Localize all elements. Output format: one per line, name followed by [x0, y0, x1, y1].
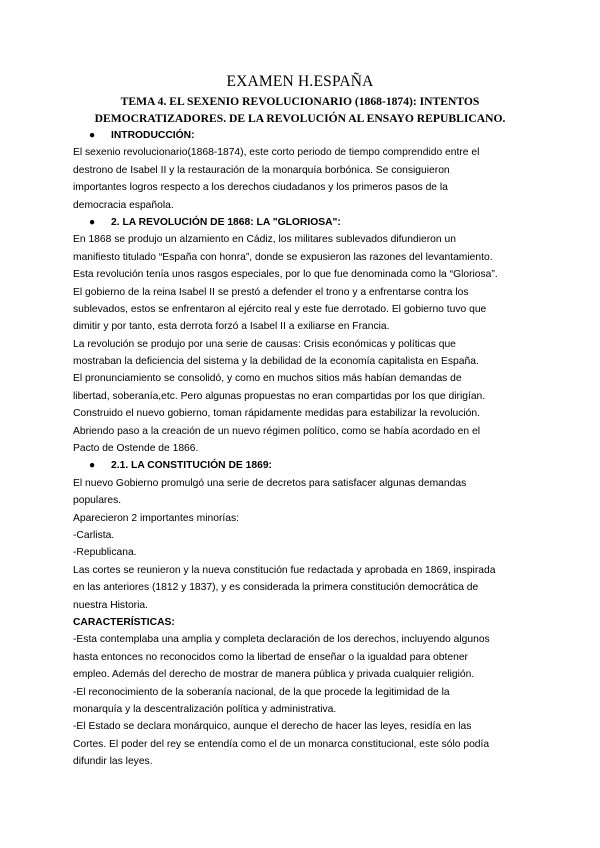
- paragraph-line: mostraban la deficiencia del sistema y la debilidad de la economía capitalista en España.: [73, 356, 479, 368]
- paragraph-line: Las cortes se reunieron y la nueva constitución fue redactada y aprobada en 1869, inspirada: [73, 564, 496, 576]
- paragraph-line: manifiesto titulado “España con honra”, donde se expusieron las razones del levantamiento.: [73, 251, 493, 263]
- exam-title: EXAMEN H.ESPAÑA: [226, 73, 374, 90]
- bullet-icon: ●: [89, 216, 96, 228]
- paragraph-line: -Republicana.: [73, 547, 137, 559]
- heading-text: 2. LA REVOLUCIÓN DE 1868: LA "GLORIOSA":: [111, 216, 341, 228]
- paragraph-line: La revolución se produjo por una serie de causas: Crisis económicas y políticas que: [73, 338, 456, 350]
- feature-line: empleo. Además del derecho de mostrar de manera pública y privada cualquier religión.: [73, 669, 475, 681]
- feature-line: hasta entonces no reconocidos como la libertad de enseñar o la igualdad para obtener: [73, 651, 468, 663]
- section-heading-constitucion: [73, 457, 533, 474]
- paragraph-line: El gobierno de la reina Isabel II se prestó a defender el trono y a enfrentarse contra los: [73, 286, 469, 298]
- paragraph-line: Abriendo paso a la creación de un nuevo régimen político, como se había acordado en el: [73, 425, 480, 437]
- subtitle-line: TEMA 4. EL SEXENIO REVOLUCIONARIO (1868-1874): INTENTOS: [120, 95, 480, 108]
- feature-line: monarquía y la descentralización política y administrativa.: [73, 703, 337, 715]
- heading-text: 2.1. LA CONSTITUCIÓN DE 1869:: [111, 460, 272, 472]
- section-heading-revolucion: [73, 214, 533, 231]
- heading-text: INTRODUCCIÓN:: [111, 130, 195, 141]
- paragraph-line: democracia española.: [73, 199, 174, 211]
- paragraph-line: importantes logros respecto a los derechos ciudadanos y los primeros pasos de la: [73, 182, 448, 194]
- paragraph-line: En 1868 se produjo un alzamiento en Cádiz, los militares sublevados difundieron un: [73, 234, 456, 246]
- paragraph-line: populares.: [73, 495, 122, 507]
- paragraph-line: en las anteriores (1812 y 1837), y es considerada la primera constitución democrática de: [73, 582, 479, 594]
- feature-line: difundir las leyes.: [73, 756, 153, 768]
- bullet-icon: ●: [89, 460, 96, 472]
- paragraph-line: Esta revolución tenía unos rasgos especiales, por lo que fue denominada como la “Gloriosa”.: [73, 269, 498, 281]
- subtitle-line: DEMOCRATIZADORES. DE LA REVOLUCIÓN AL ENSAYO REPUBLICANO.: [94, 112, 506, 125]
- paragraph-line: nuestra Historia.: [73, 599, 148, 611]
- paragraph-line: destrono de Isabel II y la restauración de la monarquía borbónica. Se consiguieron: [73, 164, 450, 176]
- paragraph-line: sublevados, estos se enfrentaron al ejército real y este fue derrotado. El gobierno tuvo que: [73, 303, 487, 315]
- feature-line: -Esta contemplaba una amplia y completa declaración de los derechos, incluyendo algunos: [73, 634, 490, 646]
- topic-subtitle: [0, 93, 600, 127]
- feature-line: -El reconocimiento de la soberanía nacional, de la que procede la legitimidad de la: [73, 686, 450, 698]
- paragraph-line: El sexenio revolucionario(1868-1874), este corto periodo de tiempo comprendido entre el: [73, 147, 480, 159]
- characteristics-heading: CARACTERÍSTICAS:: [73, 616, 175, 628]
- feature-line: Cortes. El poder del rey se entendía como el de un monarca constitucional, este sólo podía: [73, 738, 490, 750]
- bullet-icon: ●: [89, 130, 96, 141]
- section-heading-introduccion: [73, 127, 533, 144]
- paragraph-line: dimitir y por tanto, esta derrota forzó a Isabel II a exiliarse en Francia.: [73, 321, 390, 333]
- paragraph-line: Construido el nuevo gobierno, toman rápidamente medidas para estabilizar la revolución.: [73, 408, 480, 420]
- paragraph-line: Pacto de Ostende de 1866.: [73, 443, 199, 455]
- paragraph-line: El pronunciamiento se consolidó, y como en muchos sitios más habían demandas de: [73, 373, 462, 385]
- feature-line: -El Estado se declara monárquico, aunque el derecho de hacer las leyes, residía en las: [73, 721, 472, 733]
- paragraph-line: El nuevo Gobierno promulgó una serie de decretos para satisfacer algunas demandas: [73, 477, 467, 489]
- document-body: [73, 127, 533, 770]
- paragraph-line: Aparecieron 2 importantes minorías:: [73, 512, 239, 524]
- paragraph-line: -Carlista.: [73, 529, 115, 541]
- paragraph-line: libertad, soberanía,etc. Pero algunas propuestas no eran compartidas por los que dirigían.: [73, 390, 486, 402]
